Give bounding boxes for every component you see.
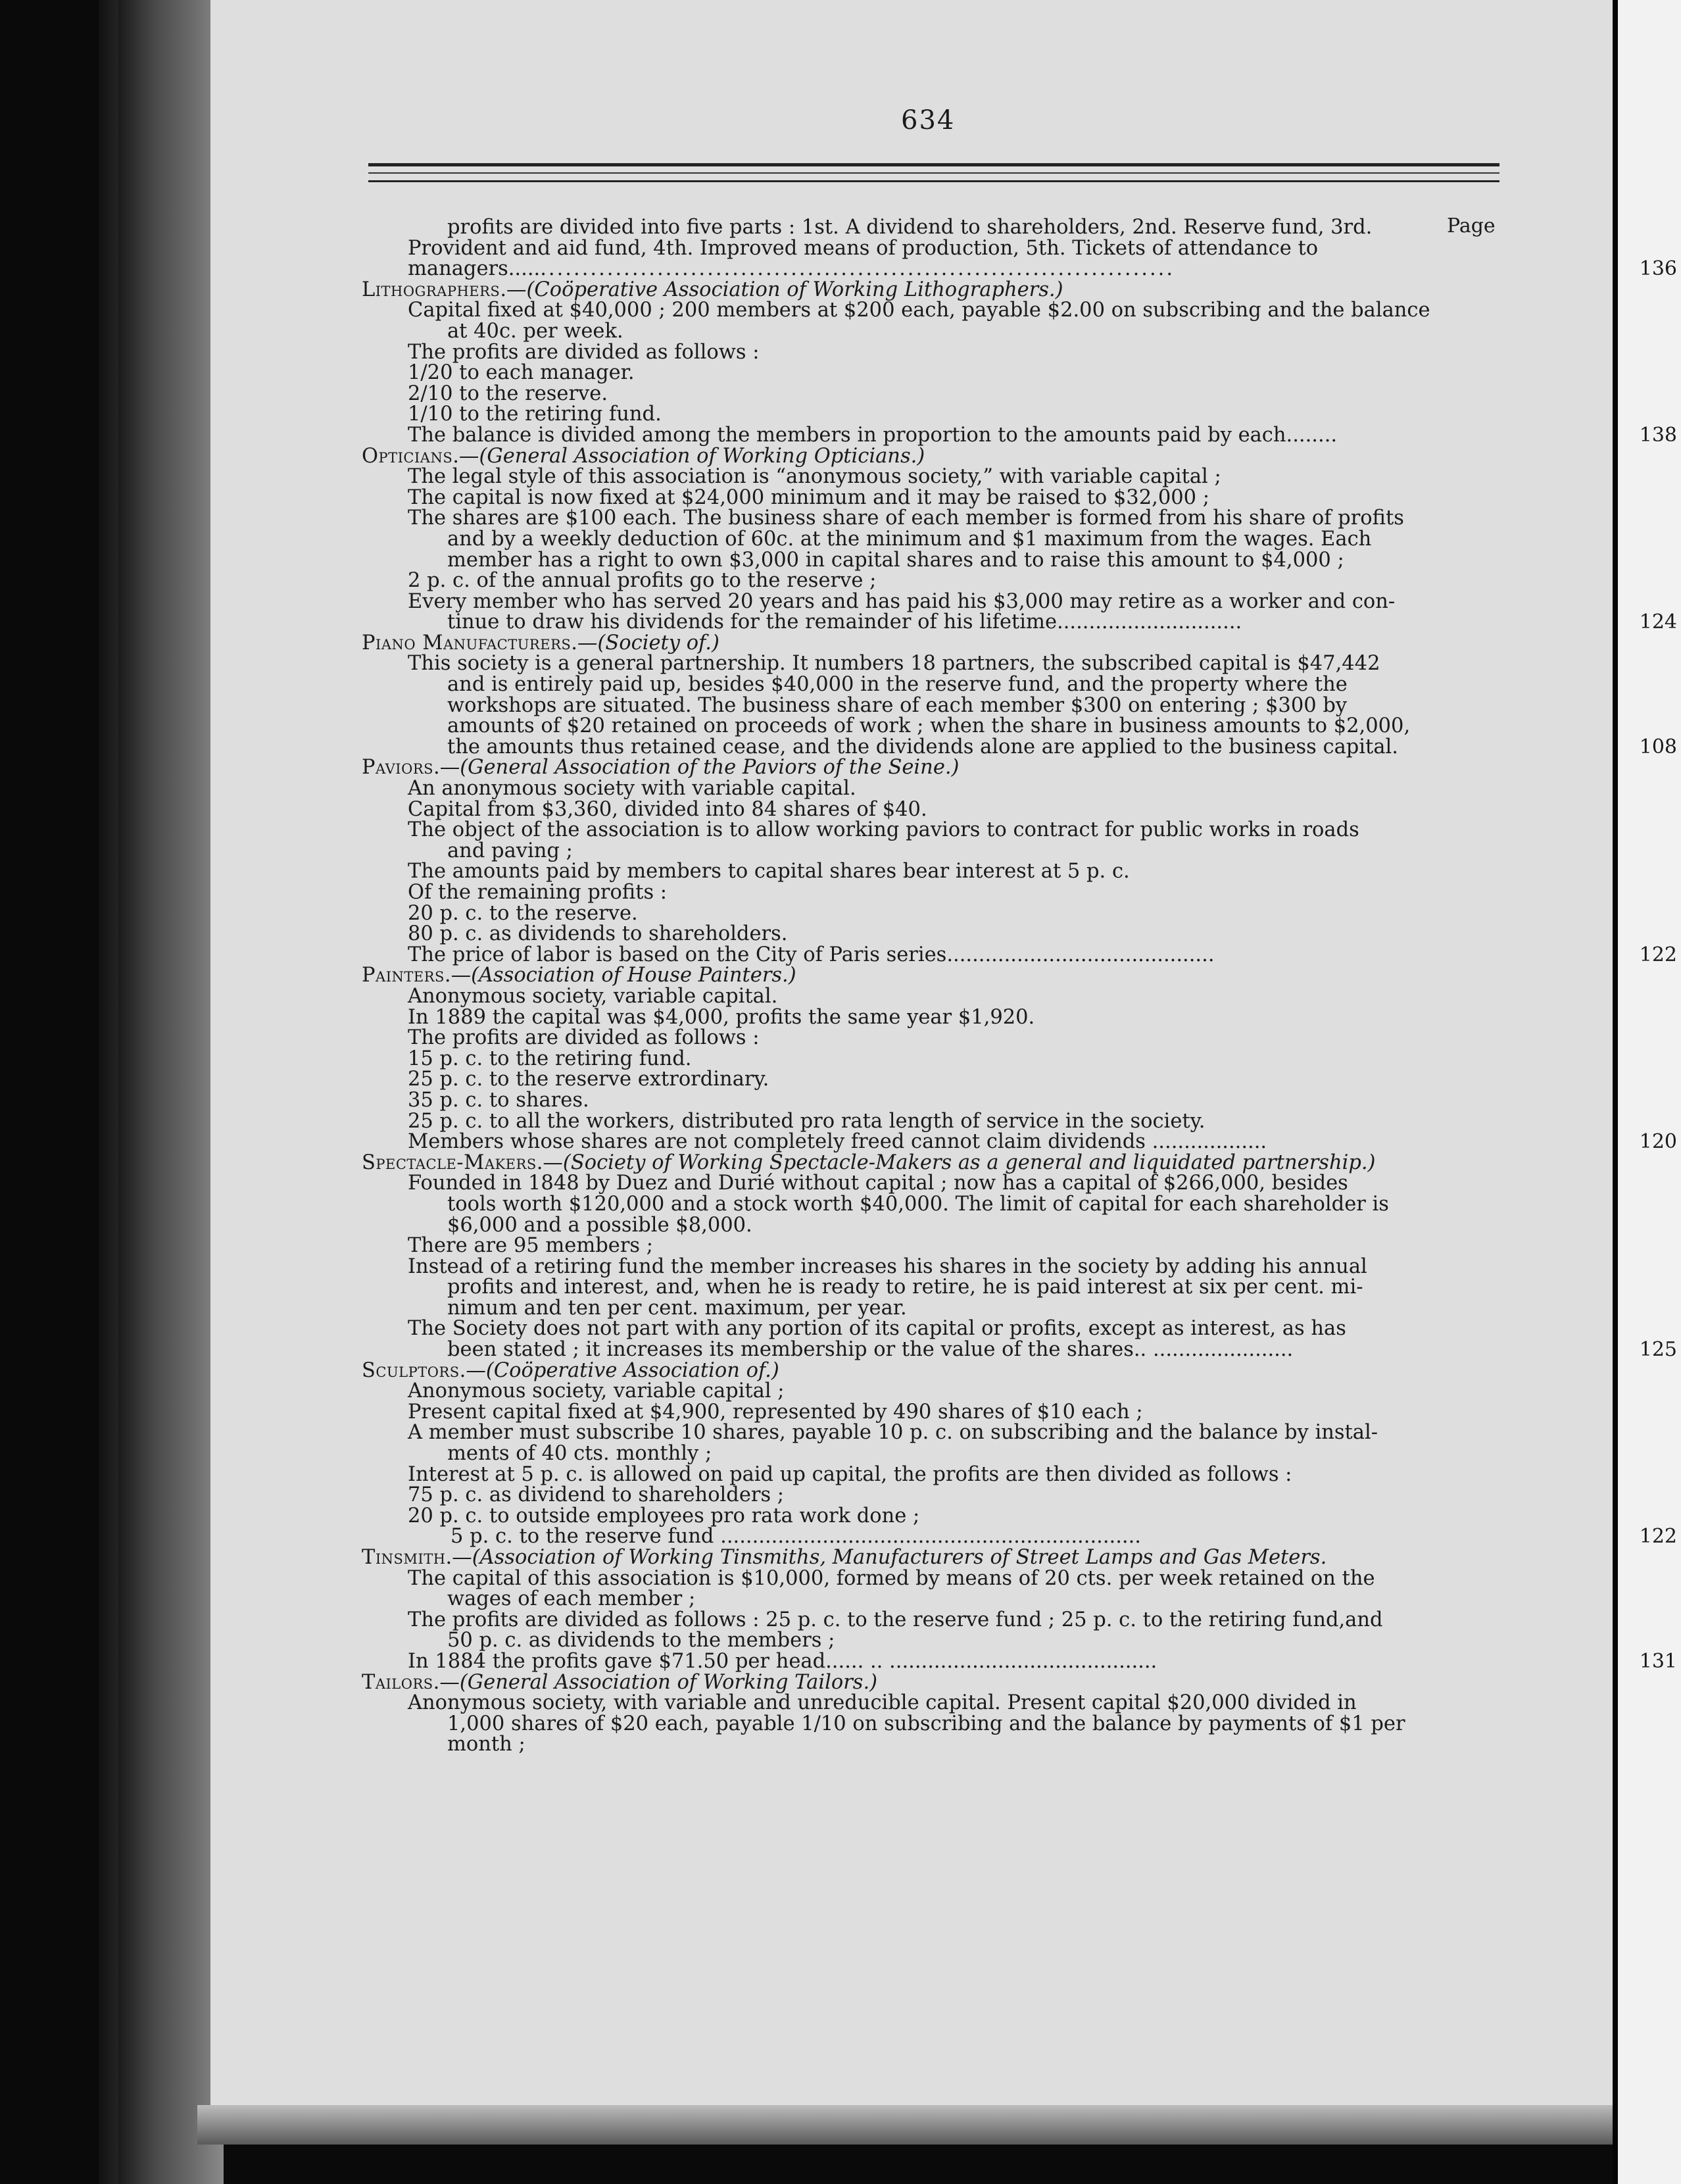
entry-line	[342, 550, 1427, 571]
entry-line-text: Capital fixed at $40,000 ; 200 members at $200 each, payable $2.00 on subscribing and the balance	[408, 299, 1430, 322]
entry-line-text: 80 p. c. as dividends to shareholders.	[408, 922, 788, 946]
entry-line	[342, 1215, 1427, 1236]
entry-name: Spectacle-Makers	[362, 1151, 537, 1174]
entry-line-text: The profits are divided as follows :	[408, 1026, 760, 1050]
leader-dots: ............................................................................	[540, 257, 1175, 281]
header-rule-thin	[368, 172, 1499, 174]
entry-line-text: and is entirely paid up, besides $40,000 in the reserve fund, and the property where the	[447, 673, 1348, 697]
page-column-header: Page	[1447, 214, 1496, 237]
entry-line	[342, 716, 1427, 737]
entry-line-text: 50 p. c. as dividends to the members ;	[447, 1629, 835, 1652]
entry-name-suffix: .—	[459, 1358, 486, 1382]
entry-line	[342, 1318, 1427, 1339]
page-reference: 120	[1639, 1130, 1677, 1154]
entry-line	[342, 1464, 1427, 1485]
entry-line-text: A member must subscribe 10 shares, payable 10 p. c. on subscribing and the balance by instal-	[408, 1421, 1378, 1445]
entry-line-text: at 40c. per week.	[447, 319, 623, 343]
entry-line	[342, 1130, 1677, 1154]
entry-line	[342, 570, 1427, 591]
entry-line	[342, 1402, 1427, 1423]
entry-line	[342, 1090, 1427, 1111]
entry-subtitle: (General Association of the Paviors of the Seine.)	[460, 756, 960, 780]
entry-line	[342, 1589, 1427, 1610]
entry-line	[342, 1485, 1427, 1506]
entry-name-suffix: .—	[571, 631, 598, 655]
entry-line-text: $6,000 and a possible $8,000.	[447, 1213, 752, 1237]
entry-line-text: 20 p. c. to outside employees pro rata work done ;	[408, 1504, 920, 1527]
entry-line	[342, 1381, 1427, 1402]
entry-line-text: In 1884 the profits gave $71.50 per head...... .. ..........................................	[408, 1649, 1157, 1673]
index-entry	[342, 1546, 1677, 1673]
entry-line-text: Of the remaining profits :	[408, 881, 668, 904]
entry-heading	[342, 1153, 1427, 1174]
entry-line-text: nimum and ten per cent. maximum, per year.	[447, 1296, 907, 1320]
entry-line-text: 1,000 shares of $20 each, payable 1/10 on subscribing and the balance by payments of $1 per	[447, 1712, 1405, 1735]
entry-line-text: workshops are situated. The business share of each member $300 on entering ; $300 by	[447, 693, 1348, 717]
intro-line: Provident and aid fund, 4th. Improved means of production, 5th. Tickets of attendance to	[408, 236, 1319, 260]
entry-line-text: tools worth $120,000 and a stock worth $40,000. The limit of capital for each shareholder is	[447, 1192, 1389, 1216]
entry-line	[342, 841, 1427, 862]
entry-subtitle: (Association of House Painters.)	[471, 964, 796, 987]
entry-line-text: 1/10 to the retiring fund.	[408, 403, 662, 426]
entry-name-suffix: .—	[445, 1546, 472, 1569]
index-entry	[342, 1358, 1677, 1549]
entry-subtitle: (General Association of Working Opticians.)	[479, 444, 925, 468]
header-rule-bottom	[368, 180, 1499, 182]
entry-line	[342, 1298, 1427, 1319]
entry-subtitle: (Society of Working Spectacle-Makers as a general and liquidated partnership.)	[562, 1151, 1376, 1174]
entry-line-text: Instead of a retiring fund the member increases his shares in the society by adding his annual	[408, 1254, 1367, 1278]
entry-line-text: Anonymous society, with variable and unreducible capital. Present capital $20,000 divided in	[408, 1691, 1357, 1715]
index-entry	[342, 278, 1677, 447]
entry-line-text: Interest at 5 p. c. is allowed on paid up capital, the profits are then divided as follows :	[408, 1462, 1292, 1486]
entry-line	[342, 1256, 1427, 1278]
entry-line-text: An anonymous society with variable capital.	[408, 777, 856, 801]
entry-subtitle: (Association of Working Tinsmiths, Manufacturers of Street Lamps and Gas Meters.	[472, 1546, 1327, 1569]
page-reference: 108	[1639, 735, 1677, 758]
entry-line	[342, 591, 1427, 612]
entry-heading	[342, 633, 1427, 654]
entry-line	[342, 1693, 1427, 1714]
entry-line-text: The object of the association is to allow working paviors to contract for public works in roads	[408, 818, 1359, 842]
entry-line	[342, 1277, 1427, 1298]
entry-line-text: 5 p. c. to the reserve fund ..................................................................	[451, 1525, 1142, 1549]
entry-line	[342, 508, 1427, 529]
entry-line	[342, 362, 1427, 384]
entry-line	[342, 1714, 1427, 1735]
entry-subtitle: (Society of.)	[597, 631, 719, 655]
entry-line	[342, 882, 1427, 903]
entry-line-text: Members whose shares are not completely freed cannot claim dividends ..................	[408, 1130, 1267, 1154]
entry-line-text: Present capital fixed at $4,900, represented by 490 shares of $10 each ;	[408, 1400, 1143, 1424]
entry-line	[342, 861, 1427, 882]
entry-line	[342, 986, 1427, 1007]
entry-line-text: 75 p. c. as dividend to shareholders ;	[408, 1483, 785, 1507]
entry-line-text: Every member who has served 20 years and has paid his $3,000 may retire as a worker and con-	[408, 589, 1396, 613]
entry-line	[342, 1443, 1427, 1464]
entry-line-text: amounts of $20 retained on proceeds of work ; when the share in business amounts to $2,000,	[447, 714, 1411, 738]
entry-line	[342, 799, 1427, 820]
entry-line-text: the amounts thus retained cease, and the dividends alone are applied to the business capital.	[447, 735, 1398, 758]
entry-line	[342, 342, 1427, 363]
entry-line-text: 25 p. c. to the reserve extrordinary.	[408, 1068, 769, 1091]
entry-heading	[342, 1360, 1427, 1381]
entry-subtitle: (Coöperative Association of.)	[485, 1358, 779, 1382]
entry-line	[342, 1338, 1677, 1362]
entry-line	[342, 529, 1427, 550]
entry-line	[342, 653, 1427, 674]
entry-line-text: The price of labor is based on the City of Paris series..........................................	[408, 943, 1215, 966]
entry-line	[342, 1111, 1427, 1132]
entry-line	[342, 924, 1427, 945]
entry-heading	[342, 280, 1427, 301]
entry-line	[342, 384, 1427, 405]
entry-line	[342, 778, 1427, 799]
entry-line-text: There are 95 members ;	[408, 1234, 654, 1258]
entry-line-text: Founded in 1848 by Duez and Durié without capital ; now has a capital of $266,000, besides	[408, 1172, 1348, 1195]
entry-line	[342, 1525, 1677, 1549]
entry-name-suffix: .—	[500, 278, 527, 301]
entry-line	[342, 1506, 1427, 1527]
entry-line-text: profits and interest, and, when he is ready to retire, he is paid interest at six per cent. mi-	[447, 1276, 1363, 1299]
entry-name: Piano Manufacturers	[362, 631, 572, 655]
entry-line-text: The balance is divided among the members in proportion to the amounts paid by each........	[408, 423, 1338, 447]
entry-line	[342, 487, 1427, 509]
entry-line	[342, 610, 1677, 634]
entry-line-text: 20 p. c. to the reserve.	[408, 901, 638, 925]
entry-line-text: The profits are divided as follows :	[408, 340, 760, 364]
page-reference: 124	[1639, 610, 1677, 634]
entry-name: Lithographers	[362, 278, 500, 301]
entry-heading	[342, 1547, 1427, 1568]
entry-line-text: The shares are $100 each. The business share of each member is formed from his share of profits	[408, 507, 1404, 530]
entry-line	[342, 1568, 1427, 1589]
entry-line-text: member has a right to own $3,000 in capital shares and to raise this amount to $4,000 ;	[447, 548, 1344, 572]
index-entry	[342, 631, 1677, 758]
entry-line	[342, 1049, 1427, 1070]
entry-name: Tinsmith	[362, 1546, 446, 1569]
index-entry	[342, 756, 1677, 966]
entry-line	[342, 903, 1427, 924]
entry-line	[342, 1173, 1427, 1194]
page-reference: 136	[1639, 257, 1677, 281]
entry-line-text: 35 p. c. to shares.	[408, 1088, 589, 1112]
entry-line	[342, 1235, 1427, 1256]
intro-line-text: managers.....	[408, 257, 541, 281]
entry-line-text: and by a weekly deduction of 60c. at the minimum and $1 maximum from the wages. Each	[447, 527, 1372, 551]
entry-line	[342, 1610, 1427, 1631]
entry-line	[342, 1422, 1427, 1443]
entry-line	[342, 1069, 1427, 1090]
entry-line-text: In 1889 the capital was $4,000, profits the same year $1,920.	[408, 1005, 1035, 1029]
entry-line-text: wages of each member ;	[447, 1587, 696, 1611]
entry-line-text: 25 p. c. to all the workers, distributed pro rata length of service in the society.	[408, 1109, 1206, 1133]
entry-heading	[342, 1672, 1427, 1693]
entry-line-text: The Society does not part with any portion of its capital or profits, except as interest, as has	[408, 1317, 1346, 1341]
entry-subtitle: (Coöperative Association of Working Lithographers.)	[526, 278, 1063, 301]
intro-line: profits are divided into five parts : 1st. A dividend to shareholders, 2nd. Reserve fund, 3rd.	[447, 216, 1373, 239]
entry-line	[342, 820, 1427, 841]
entry-line-text: Capital from $3,360, divided into 84 shares of $40.	[408, 797, 927, 821]
entry-line	[342, 1734, 1427, 1755]
entry-line	[342, 423, 1677, 447]
entry-heading	[342, 757, 1427, 778]
entry-name-suffix: .—	[433, 756, 460, 780]
entry-line	[342, 321, 1427, 342]
entry-line-text: 2/10 to the reserve.	[408, 382, 608, 405]
header-rule	[368, 163, 1499, 166]
entry-line-text: Anonymous society, variable capital.	[408, 984, 778, 1008]
entry-name-suffix: .—	[433, 1670, 460, 1694]
entry-line-text: month ;	[447, 1733, 525, 1756]
index-entry	[342, 444, 1677, 634]
entry-line	[342, 299, 1430, 322]
page-reference: 125	[1639, 1338, 1677, 1362]
entry-line-text: tinue to draw his dividends for the remainder of his lifetime.............................	[447, 610, 1242, 634]
entry-line	[342, 404, 1427, 425]
entry-heading	[342, 965, 1427, 986]
entry-name-suffix: .—	[536, 1151, 563, 1174]
entry-name: Paviors	[362, 756, 434, 780]
page-gutter	[118, 0, 224, 2184]
entry-line	[342, 695, 1427, 716]
entry-line-text: The amounts paid by members to capital shares bear interest at 5 p. c.	[408, 860, 1130, 883]
entry-line-text: The legal style of this association is “anonymous society,” with variable capital ;	[408, 465, 1221, 489]
entry-line-text: Anonymous society, variable capital ;	[408, 1379, 785, 1403]
entry-line	[342, 735, 1677, 758]
page-bottom-edge	[197, 2105, 1618, 2145]
entry-name: Opticians	[362, 444, 453, 468]
entry-line-text: been stated ; it increases its membership or the value of the shares.. ......................	[447, 1338, 1294, 1362]
entry-line-text: The capital of this association is $10,000, formed by means of 20 cts. per week retained on the	[408, 1566, 1375, 1590]
entry-line-text: 15 p. c. to the retiring fund.	[408, 1047, 692, 1070]
page-number: 634	[901, 105, 956, 136]
entry-line-text: This society is a general partnership. It numbers 18 partners, the subscribed capital is $47,442	[408, 652, 1380, 676]
entry-line	[342, 1630, 1427, 1651]
entry-line	[342, 1007, 1427, 1028]
entry-line	[342, 1649, 1677, 1673]
entry-line-text: ments of 40 cts. monthly ;	[447, 1442, 712, 1466]
entry-name-suffix: .—	[444, 964, 472, 987]
entry-line-text: 1/20 to each manager.	[408, 361, 635, 385]
entry-name: Tailors	[362, 1670, 433, 1694]
index-entry	[342, 1151, 1677, 1362]
entry-line	[342, 1028, 1427, 1049]
entry-line-text: The capital is now fixed at $24,000 minimum and it may be raised to $32,000 ;	[408, 485, 1210, 509]
page-reference: 122	[1639, 1525, 1677, 1549]
page-reference: 131	[1639, 1649, 1677, 1673]
entry-subtitle: (General Association of Working Tailors.)	[459, 1670, 878, 1694]
entry-line	[342, 674, 1427, 695]
entry-name-suffix: .—	[452, 444, 479, 468]
page-reference: 138	[1639, 423, 1677, 447]
entry-name: Sculptors	[362, 1358, 460, 1382]
entry-line	[342, 1194, 1427, 1215]
entry-heading	[342, 446, 1427, 467]
facing-page	[1618, 0, 1681, 2184]
index-entry	[342, 1672, 1427, 1755]
page-reference: 122	[1639, 943, 1677, 966]
intro-line	[342, 257, 1677, 281]
entry-line-text: 2 p. c. of the annual profits go to the reserve ;	[408, 569, 877, 593]
entry-line-text: and paving ;	[447, 839, 573, 862]
entry-line-text: The profits are divided as follows : 25 p. c. to the reserve fund ; 25 p. c. to the retiring fund,and	[408, 1608, 1383, 1631]
index-entry	[342, 964, 1677, 1154]
entry-name: Painters	[362, 964, 445, 987]
entry-line	[342, 466, 1427, 487]
entry-line	[342, 943, 1677, 966]
